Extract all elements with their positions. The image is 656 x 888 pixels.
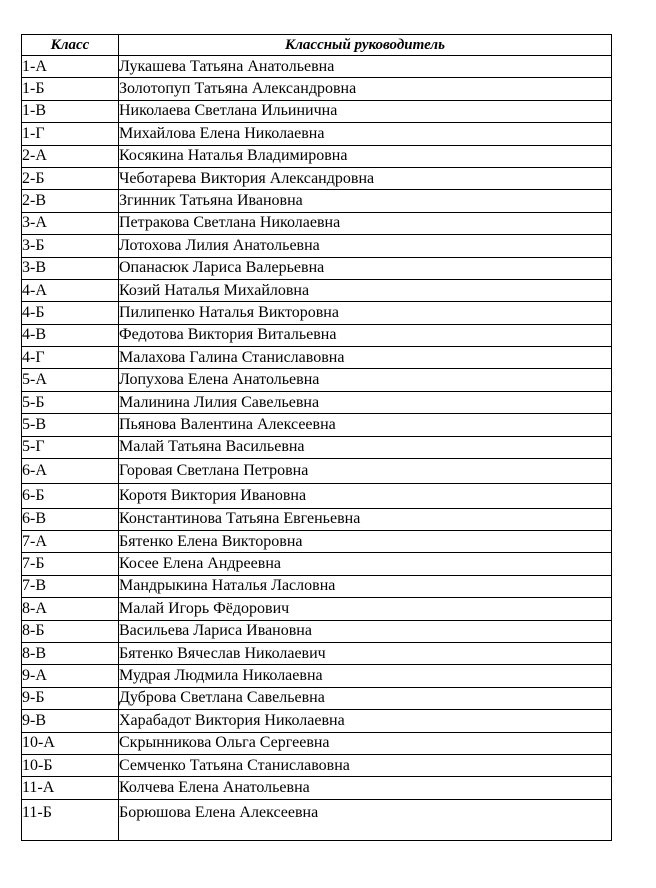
table-row <box>22 754 612 776</box>
teacher-cell: Горовая Светлана Петровна <box>119 459 612 484</box>
teacher-cell: Николаева Светлана Ильинична <box>119 100 612 122</box>
table-row <box>22 56 612 78</box>
table-row <box>22 257 612 279</box>
table-row <box>22 235 612 257</box>
table-row <box>22 642 612 664</box>
table-row <box>22 531 612 553</box>
class-cell: 7-Б <box>22 553 119 575</box>
teacher-cell: Косякина Наталья Владимировна <box>119 145 612 167</box>
class-cell: 2-Б <box>22 167 119 189</box>
class-cell: 7-В <box>22 575 119 597</box>
teacher-cell: Скрынникова Ольга Сергеевна <box>119 732 612 754</box>
table-row <box>22 459 612 484</box>
class-cell: 1-Г <box>22 123 119 145</box>
table-row <box>22 100 612 122</box>
table-row <box>22 553 612 575</box>
class-cell: 8-Б <box>22 620 119 642</box>
teacher-cell: Бятенко Елена Викторовна <box>119 531 612 553</box>
class-cell: 3-А <box>22 212 119 234</box>
class-cell: 4-А <box>22 279 119 301</box>
class-cell: 11-А <box>22 777 119 799</box>
table-row <box>22 483 612 508</box>
teacher-cell: Федотова Виктория Витальевна <box>119 324 612 346</box>
teacher-cell: Згинник Татьяна Ивановна <box>119 190 612 212</box>
class-cell: 5-Б <box>22 391 119 413</box>
class-cell: 6-Б <box>22 483 119 508</box>
teacher-cell: Борюшова Елена Алексеевна <box>119 799 612 840</box>
table-row <box>22 123 612 145</box>
table-row <box>22 145 612 167</box>
teacher-cell: Малинина Лилия Савельевна <box>119 391 612 413</box>
teacher-cell: Лукашева Татьяна Анатольевна <box>119 56 612 78</box>
teacher-cell: Михайлова Елена Николаевна <box>119 123 612 145</box>
teacher-cell: Чеботарева Виктория Александровна <box>119 167 612 189</box>
teacher-cell: Малай Татьяна Васильевна <box>119 436 612 458</box>
teacher-cell: Васильева Лариса Ивановна <box>119 620 612 642</box>
class-cell: 10-Б <box>22 754 119 776</box>
class-cell: 1-Б <box>22 78 119 100</box>
class-cell: 9-Б <box>22 687 119 709</box>
table-row <box>22 575 612 597</box>
teacher-cell: Косее Елена Андреевна <box>119 553 612 575</box>
table-row <box>22 167 612 189</box>
table-row <box>22 369 612 391</box>
header-class: Класс <box>22 35 119 56</box>
class-cell: 4-В <box>22 324 119 346</box>
teacher-cell: Петракова Светлана Николаевна <box>119 212 612 234</box>
class-cell: 9-В <box>22 710 119 732</box>
table-row <box>22 302 612 324</box>
table-row <box>22 687 612 709</box>
class-cell: 6-В <box>22 508 119 530</box>
teacher-cell: Малай Игорь Фёдорович <box>119 598 612 620</box>
class-cell: 3-В <box>22 257 119 279</box>
class-cell: 3-Б <box>22 235 119 257</box>
class-cell: 4-Г <box>22 347 119 369</box>
table-row <box>22 710 612 732</box>
table-row <box>22 78 612 100</box>
table-row <box>22 799 612 840</box>
table-row <box>22 391 612 413</box>
class-cell: 9-А <box>22 665 119 687</box>
teacher-cell: Лопухова Елена Анатольевна <box>119 369 612 391</box>
teacher-cell: Пилипенко Наталья Викторовна <box>119 302 612 324</box>
teacher-cell: Константинова Татьяна Евгеньевна <box>119 508 612 530</box>
teacher-cell: Лотохова Лилия Анатольевна <box>119 235 612 257</box>
class-cell: 1-В <box>22 100 119 122</box>
table-row <box>22 212 612 234</box>
class-cell: 11-Б <box>22 799 119 840</box>
class-teachers-table <box>21 34 612 841</box>
teacher-cell: Золотопуп Татьяна Александровна <box>119 78 612 100</box>
table-row <box>22 279 612 301</box>
class-cell: 1-А <box>22 56 119 78</box>
table-row <box>22 665 612 687</box>
table-row <box>22 414 612 436</box>
class-cell: 10-А <box>22 732 119 754</box>
teacher-cell: Бятенко Вячеслав Николаевич <box>119 642 612 664</box>
class-cell: 6-А <box>22 459 119 484</box>
table-row <box>22 324 612 346</box>
class-cell: 2-В <box>22 190 119 212</box>
table-row <box>22 598 612 620</box>
teacher-cell: Пьянова Валентина Алексеевна <box>119 414 612 436</box>
table-row <box>22 732 612 754</box>
teacher-cell: Колчева Елена Анатольевна <box>119 777 612 799</box>
class-cell: 4-Б <box>22 302 119 324</box>
teacher-cell: Мандрыкина Наталья Ласловна <box>119 575 612 597</box>
table-body <box>22 56 612 841</box>
table-row <box>22 777 612 799</box>
teacher-cell: Мудрая Людмила Николаевна <box>119 665 612 687</box>
class-cell: 2-А <box>22 145 119 167</box>
teacher-cell: Дуброва Светлана Савельевна <box>119 687 612 709</box>
class-cell: 5-А <box>22 369 119 391</box>
teacher-cell: Семченко Татьяна Станиславовна <box>119 754 612 776</box>
class-cell: 5-Г <box>22 436 119 458</box>
teacher-cell: Коротя Виктория Ивановна <box>119 483 612 508</box>
teacher-cell: Харабадот Виктория Николаевна <box>119 710 612 732</box>
table-row <box>22 347 612 369</box>
table-row <box>22 436 612 458</box>
header-teacher: Классный руководитель <box>119 35 612 56</box>
teacher-cell: Малахова Галина Станиславовна <box>119 347 612 369</box>
table-row <box>22 190 612 212</box>
teacher-cell: Опанасюк Лариса Валерьевна <box>119 257 612 279</box>
table-header-row <box>22 35 612 56</box>
teacher-cell: Козий Наталья Михайловна <box>119 279 612 301</box>
class-cell: 7-А <box>22 531 119 553</box>
table-row <box>22 620 612 642</box>
class-cell: 8-В <box>22 642 119 664</box>
class-cell: 5-В <box>22 414 119 436</box>
table-row <box>22 508 612 530</box>
class-cell: 8-А <box>22 598 119 620</box>
